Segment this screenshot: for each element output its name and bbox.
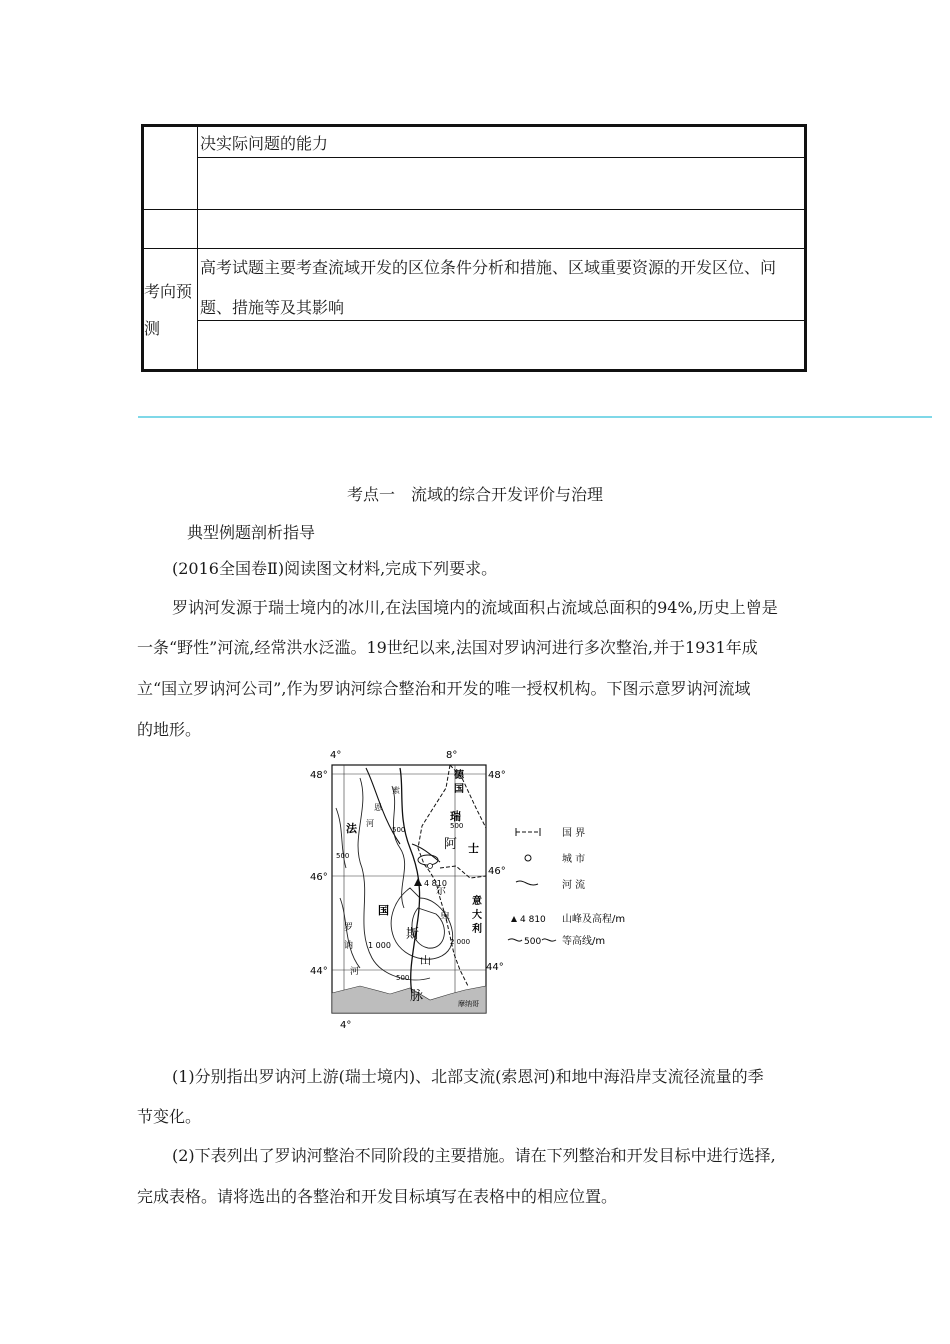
table-row-divider bbox=[144, 248, 804, 249]
label-rui: 瑞 bbox=[450, 810, 461, 823]
label-si: 斯 bbox=[406, 927, 420, 942]
lat-label-48-right: 48° bbox=[488, 770, 506, 781]
question-1-line: (1)分别指出罗讷河上游(瑞士境内)、北部支流(索恩河)和地中海沿岸支流径流量的季 bbox=[172, 1067, 764, 1086]
label-en: 恩 bbox=[374, 803, 382, 812]
label-fa: 法 bbox=[346, 822, 357, 835]
legend-city-icon bbox=[525, 855, 531, 861]
national-border bbox=[418, 765, 471, 986]
paragraph-line: 立“国立罗讷河公司”,作为罗讷河综合整治和开发的唯一授权机构。下图示意罗讷河流域 bbox=[137, 679, 751, 698]
table-cell-ability: 决实际问题的能力 bbox=[200, 134, 329, 153]
legend-contour: 等高线/m bbox=[562, 936, 606, 947]
section-subheading: 典型例题剖析指导 bbox=[187, 523, 316, 542]
lon-label-top-left: 4° bbox=[330, 750, 342, 761]
lon-label-bottom: 4° bbox=[340, 1020, 352, 1030]
label-contour-2000: 2 000 bbox=[450, 938, 471, 946]
legend-peak: 山峰及高程/m bbox=[562, 914, 626, 925]
label-a: 阿 bbox=[444, 837, 458, 852]
label-peak: 4 810 bbox=[424, 879, 447, 888]
lake-geneva bbox=[418, 855, 438, 865]
table-row-divider bbox=[144, 209, 804, 210]
question-2-line: 完成表格。请将选出的各整治和开发目标填写在表格中的相应位置。 bbox=[137, 1187, 618, 1206]
label-bei: 卑 bbox=[440, 912, 450, 923]
lat-label-46-right: 46° bbox=[488, 866, 506, 877]
label-luo: 罗 bbox=[344, 923, 354, 933]
label-contour-500a: 500 bbox=[392, 826, 406, 834]
lon-label-top-right: 8° bbox=[446, 750, 458, 761]
label-contour-500b: 500 bbox=[336, 852, 350, 860]
paragraph-line: 的地形。 bbox=[137, 720, 202, 739]
map-legend bbox=[508, 827, 625, 947]
label-li: 利 bbox=[472, 924, 482, 935]
mont-blanc-peak-icon bbox=[414, 878, 422, 886]
label-suo: 索 bbox=[392, 786, 400, 795]
legend-contour-value: 500 bbox=[524, 937, 542, 947]
lat-label-48-left: 48° bbox=[310, 770, 328, 781]
table-row-divider bbox=[197, 157, 804, 158]
rhone-basin-map bbox=[300, 748, 630, 1034]
label-da: 大 bbox=[472, 910, 482, 921]
table-label-forecast-line2: 测 bbox=[144, 319, 161, 338]
legend-peak-icon bbox=[511, 916, 517, 922]
label-he2: 河 bbox=[350, 967, 360, 977]
legend-peak-value: 4 810 bbox=[520, 915, 546, 925]
label-he1: 河 bbox=[366, 819, 374, 828]
label-contour-500c: 500 bbox=[396, 974, 410, 982]
section-heading: 考点一 流域的综合开发评价与治理 bbox=[346, 485, 603, 504]
outline-table bbox=[141, 124, 807, 372]
legend-river-icon bbox=[516, 881, 538, 885]
legend-city: 城 市 bbox=[562, 854, 586, 865]
lat-label-46-left: 46° bbox=[310, 872, 328, 883]
table-cell-forecast-line2: 题、措施等及其影响 bbox=[200, 298, 345, 317]
question-source: (2016全国卷Ⅱ)阅读图文材料,完成下列要求。 bbox=[172, 559, 498, 578]
label-shan: 山 bbox=[420, 954, 431, 967]
label-guo: 国 bbox=[378, 904, 389, 917]
label-de: 德 bbox=[454, 770, 464, 781]
label-mai: 脉 bbox=[410, 989, 424, 1004]
paragraph-line: 一条“野性”河流,经常洪水泛滥。19世纪以来,法国对罗讷河进行多次整治,并于1931年成 bbox=[137, 638, 758, 657]
label-yi: 意 bbox=[472, 896, 482, 907]
question-1-line: 节变化。 bbox=[137, 1107, 202, 1126]
lat-label-44-right: 44° bbox=[486, 962, 504, 973]
label-contour-500d: 500 bbox=[450, 822, 464, 830]
legend-river: 河 流 bbox=[562, 880, 586, 891]
lat-label-44-left: 44° bbox=[310, 966, 328, 977]
label-contour-1000: 1 000 bbox=[368, 941, 391, 950]
label-guo2: 国 bbox=[454, 784, 464, 795]
legend-border: 国 界 bbox=[562, 828, 586, 839]
label-ne: 讷 bbox=[344, 941, 354, 951]
section-divider bbox=[138, 416, 932, 418]
label-monaco: 摩纳哥 bbox=[458, 1000, 479, 1008]
label-shi: 士 bbox=[468, 842, 479, 855]
table-row-divider bbox=[197, 320, 804, 321]
label-er: 尔 bbox=[436, 886, 446, 897]
table-cell-forecast-line1: 高考试题主要考查流域开发的区位条件分析和措施、区域重要资源的开发区位、问 bbox=[200, 258, 777, 277]
paragraph-line: 罗讷河发源于瑞士境内的冰川,在法国境内的流域面积占流域总面积的94%,历史上曾是 bbox=[172, 598, 778, 617]
table-label-forecast-line1: 考向预 bbox=[144, 282, 193, 301]
city-icon bbox=[428, 864, 433, 869]
question-2-line: (2)下表列出了罗讷河整治不同阶段的主要措施。请在下列整治和开发目标中进行选择, bbox=[172, 1146, 776, 1165]
legend-contour-icon bbox=[508, 939, 522, 941]
